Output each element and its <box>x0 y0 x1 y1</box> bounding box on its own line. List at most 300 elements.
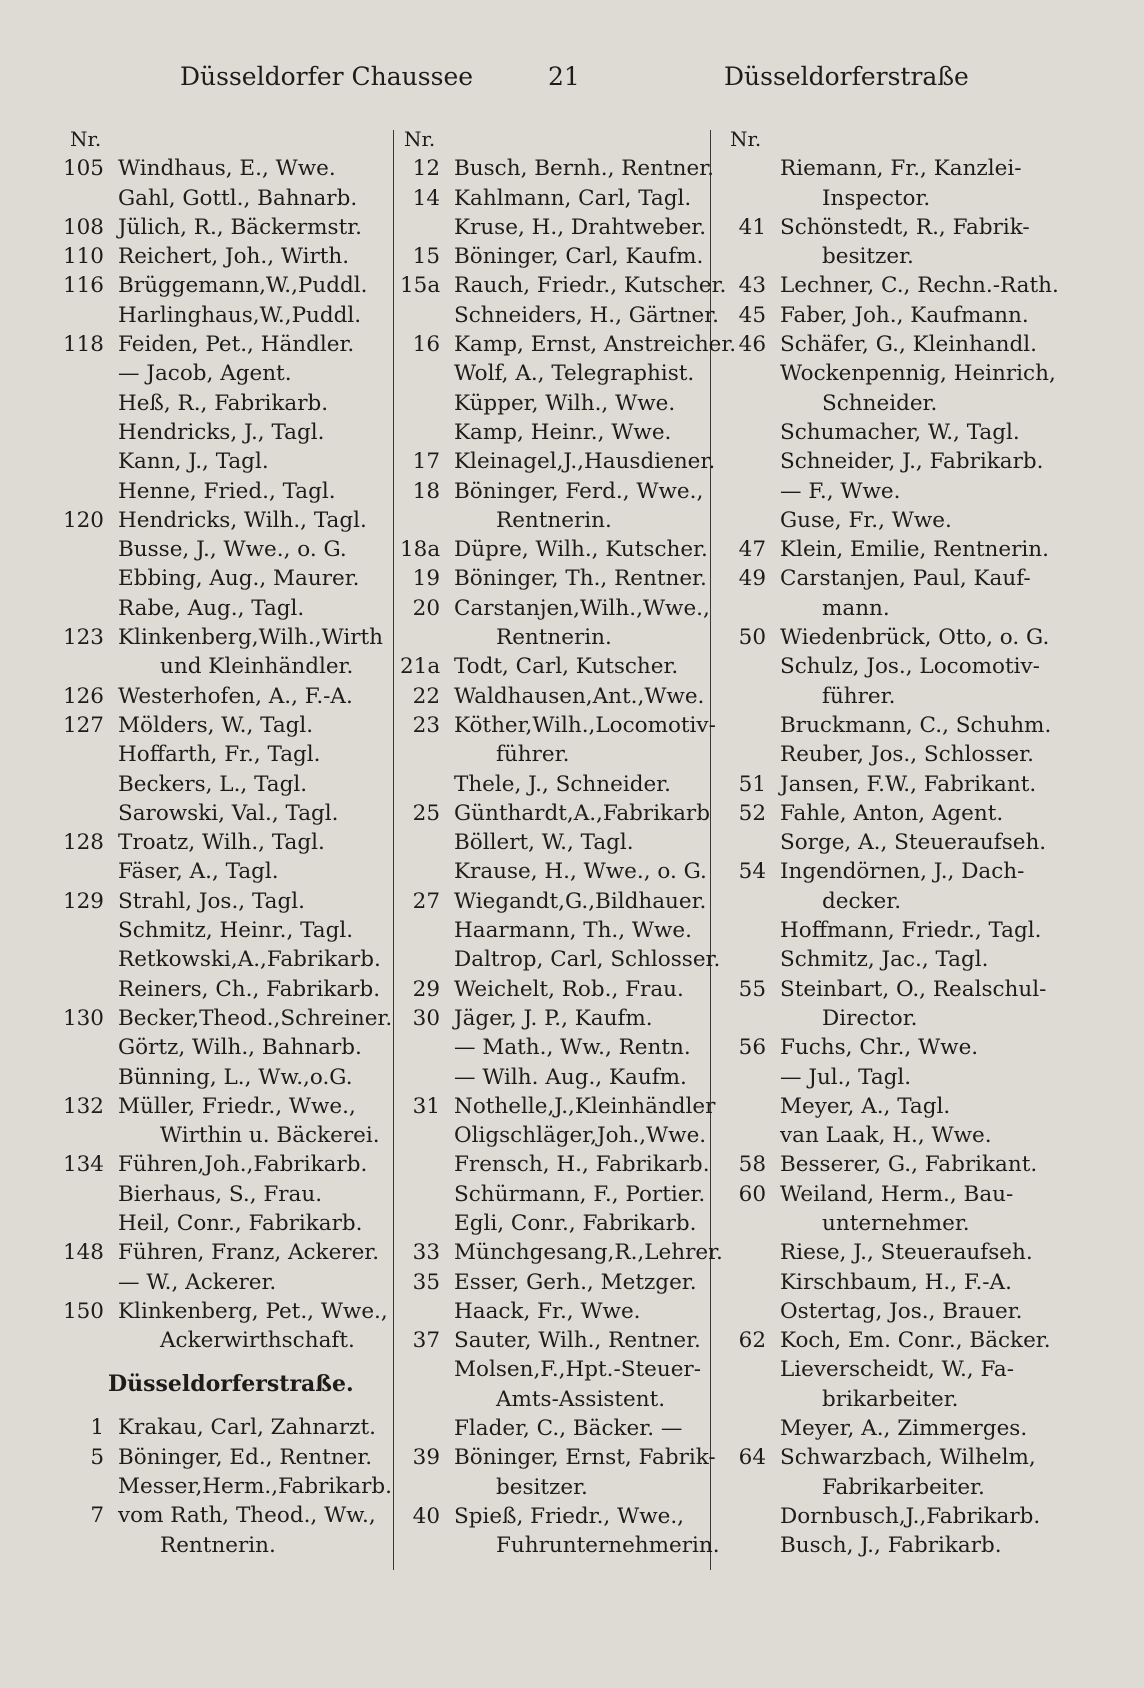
resident-entry: Reiners, Ch., Fabrikarb. <box>118 976 381 1002</box>
list-item <box>400 799 712 828</box>
list-item <box>56 1063 386 1092</box>
list-item <box>726 594 1052 623</box>
resident-entry: Wolf, A., Telegraphist. <box>454 361 695 387</box>
list-item <box>726 652 1052 681</box>
list-item <box>400 887 712 916</box>
list-item <box>56 799 386 828</box>
resident-entry: Jülich, R., Bäckermstr. <box>118 214 362 240</box>
house-number: 15a <box>400 273 441 299</box>
house-number: 1 <box>90 1415 104 1441</box>
house-number: 62 <box>738 1328 766 1354</box>
house-number: 14 <box>412 185 440 211</box>
resident-entry: und Kleinhändler. <box>160 654 354 680</box>
list-item <box>400 301 720 330</box>
list-item <box>726 799 1052 828</box>
list-item <box>56 447 386 476</box>
house-number: 15 <box>412 244 440 270</box>
resident-entry: Sarowski, Val., Tagl. <box>118 800 339 826</box>
resident-entry: Nothelle,J.,Kleinhändler <box>454 1093 716 1119</box>
resident-entry: Amts-Assistent. <box>496 1386 666 1412</box>
resident-entry: Frensch, H., Fabrikarb. <box>454 1152 710 1178</box>
running-head-left: Düsseldorfer Chaussee <box>180 62 474 91</box>
resident-entry: — Math., Ww., Rentn. <box>454 1035 691 1061</box>
list-item <box>56 1004 393 1033</box>
list-item <box>726 506 1052 535</box>
resident-entry: — Jul., Tagl. <box>780 1064 912 1090</box>
list-item <box>400 1414 712 1443</box>
resident-entry: Schmitz, Jac., Tagl. <box>780 947 989 973</box>
nr-label: Nr. <box>404 127 436 151</box>
list-item <box>726 770 1052 799</box>
resident-entry: Kamp, Heinr., Wwe. <box>454 419 672 445</box>
list-item <box>400 1180 712 1209</box>
nr-header <box>726 125 1052 154</box>
resident-entry: Esser, Gerh., Metzger. <box>454 1269 697 1295</box>
resident-entry: Inspector. <box>822 185 931 211</box>
resident-entry: Becker,Theod.,Schreiner. <box>118 1005 393 1031</box>
house-number: 128 <box>62 830 104 856</box>
list-item <box>726 1443 1052 1472</box>
list-item <box>726 1121 1052 1150</box>
list-item <box>726 1473 1052 1502</box>
resident-entry: Kruse, H., Drahtweber. <box>454 214 707 240</box>
column-1 <box>56 125 393 1560</box>
list-item <box>56 154 386 183</box>
list-item <box>56 711 386 740</box>
house-number: 150 <box>62 1298 104 1324</box>
house-number: 127 <box>62 712 104 738</box>
house-number: 18a <box>400 537 441 563</box>
list-item <box>56 1268 386 1297</box>
list-item <box>400 1385 712 1414</box>
resident-entry: Führen, Franz, Ackerer. <box>118 1240 380 1266</box>
resident-entry: Heil, Conr., Fabrikarb. <box>118 1210 363 1236</box>
resident-entry: Daltrop, Carl, Schlosser. <box>454 947 721 973</box>
resident-entry: Carstanjen,Wilh.,Wwe., <box>454 595 710 621</box>
resident-entry: Bruckmann, C., Schuhm. <box>780 712 1052 738</box>
house-number: 43 <box>738 273 766 299</box>
column-1-entries <box>56 154 393 1355</box>
resident-entry: decker. <box>822 888 902 914</box>
list-item <box>400 1502 712 1531</box>
house-number: 55 <box>738 976 766 1002</box>
list-item <box>726 975 1052 1004</box>
list-item <box>400 682 712 711</box>
resident-entry: Kann, J., Tagl. <box>118 449 269 475</box>
resident-entry: Wiedenbrück, Otto, o. G. <box>780 625 1050 651</box>
list-item <box>56 1092 386 1121</box>
list-item <box>400 740 712 769</box>
nr-label: Nr. <box>730 127 762 151</box>
list-item <box>400 418 712 447</box>
list-item <box>400 242 712 271</box>
resident-entry: Windhaus, E., Wwe. <box>118 156 336 182</box>
resident-entry: Harlinghaus,W.,Puddl. <box>118 302 362 328</box>
list-item <box>400 1209 712 1238</box>
house-number: 29 <box>412 976 440 1002</box>
list-item <box>56 1501 386 1530</box>
list-item <box>56 1326 386 1355</box>
list-item <box>726 418 1052 447</box>
resident-entry: Klinkenberg, Pet., Wwe., <box>118 1298 388 1324</box>
resident-entry: Wirthin u. Bäckerei. <box>160 1123 380 1149</box>
resident-entry: Hendricks, Wilh., Tagl. <box>118 507 367 533</box>
list-item <box>726 623 1052 652</box>
resident-entry: Lechner, C., Rechn.-Rath. <box>780 273 1059 299</box>
list-item <box>726 330 1052 359</box>
house-number: 105 <box>62 156 104 182</box>
house-number: 12 <box>412 156 440 182</box>
resident-entry: Oligschläger,Joh.,Wwe. <box>454 1123 707 1149</box>
house-number: 56 <box>738 1035 766 1061</box>
list-item <box>56 887 386 916</box>
resident-entry: Münchgesang,R.,Lehrer. <box>454 1240 723 1266</box>
resident-entry: — F., Wwe. <box>780 478 901 504</box>
list-item <box>400 1238 723 1267</box>
resident-entry: Böllert, W., Tagl. <box>454 830 634 856</box>
resident-entry: Troatz, Wilh., Tagl. <box>118 830 325 856</box>
resident-entry: Günthardt,A.,Fabrikarb <box>454 800 710 826</box>
list-item <box>400 330 737 359</box>
resident-entry: Besserer, G., Fabrikant. <box>780 1152 1038 1178</box>
list-item <box>726 213 1052 242</box>
list-item <box>56 389 386 418</box>
resident-entry: Riemann, Fr., Kanzlei- <box>780 156 1022 182</box>
column-divider <box>393 130 394 1570</box>
column-2-entries <box>400 154 737 1560</box>
list-item <box>56 359 386 388</box>
list-item <box>400 506 712 535</box>
resident-entry: Fahle, Anton, Agent. <box>780 800 1004 826</box>
list-item <box>400 945 721 974</box>
house-number: 50 <box>738 625 766 651</box>
resident-entry: Faber, Joh., Kaufmann. <box>780 302 1029 328</box>
resident-entry: Feiden, Pet., Händler. <box>118 332 355 358</box>
list-item <box>726 1092 1052 1121</box>
resident-entry: führer. <box>822 683 896 709</box>
house-number: 52 <box>738 800 766 826</box>
list-item <box>726 1063 1052 1092</box>
list-item <box>400 711 716 740</box>
resident-entry: Rabe, Aug., Tagl. <box>118 595 305 621</box>
list-item <box>400 652 712 681</box>
resident-entry: Schürmann, F., Portier. <box>454 1181 706 1207</box>
list-item <box>56 535 386 564</box>
list-item <box>56 271 386 300</box>
resident-entry: Hoffmann, Friedr., Tagl. <box>780 918 1042 944</box>
list-item <box>56 770 386 799</box>
list-item <box>400 1531 720 1560</box>
resident-entry: Böninger, Ernst, Fabrik- <box>454 1445 716 1471</box>
resident-entry: Rentnerin. <box>160 1532 276 1558</box>
nr-header <box>56 125 386 154</box>
resident-entry: Weichelt, Rob., Frau. <box>454 976 684 1002</box>
resident-entry: Küpper, Wilh., Wwe. <box>454 390 676 416</box>
resident-entry: Böninger, Carl, Kaufm. <box>454 244 704 270</box>
house-number: 30 <box>412 1005 440 1031</box>
list-item <box>56 242 386 271</box>
resident-entry: Kamp, Ernst, Anstreicher. <box>454 332 737 358</box>
resident-entry: Rentnerin. <box>496 507 612 533</box>
list-item <box>56 1238 386 1267</box>
resident-entry: Gahl, Gottl., Bahnarb. <box>118 185 358 211</box>
resident-entry: van Laak, H., Wwe. <box>780 1123 992 1149</box>
list-item <box>726 242 1052 271</box>
resident-entry: Retkowski,A.,Fabrikarb. <box>118 947 381 973</box>
resident-entry: Fuhrunternehmerin. <box>496 1533 720 1559</box>
nr-header <box>400 125 712 154</box>
list-item <box>400 1063 712 1092</box>
resident-entry: Hendricks, J., Tagl. <box>118 419 325 445</box>
list-item <box>726 1033 1052 1062</box>
resident-entry: Waldhausen,Ant.,Wwe. <box>454 683 705 709</box>
house-number: 49 <box>738 566 766 592</box>
house-number: 118 <box>62 332 104 358</box>
list-item <box>726 184 1052 213</box>
list-item <box>400 594 712 623</box>
list-item <box>56 652 386 681</box>
list-item <box>726 1355 1052 1384</box>
list-item <box>56 1443 386 1472</box>
column-1-after-entries <box>56 1413 392 1559</box>
resident-entry: Molsen,F.,Hpt.-Steuer- <box>454 1357 701 1383</box>
resident-entry: Dornbusch,J.,Fabrikarb. <box>780 1503 1041 1529</box>
house-number: 35 <box>412 1269 440 1295</box>
list-item <box>56 1413 386 1442</box>
resident-entry: Sorge, A., Steueraufseh. <box>780 830 1047 856</box>
column-3-entries <box>726 154 1059 1560</box>
resident-entry: Brüggemann,W.,Puddl. <box>118 273 368 299</box>
list-item <box>726 1326 1052 1355</box>
list-item <box>56 945 386 974</box>
resident-entry: Düpre, Wilh., Kutscher. <box>454 537 708 563</box>
list-item <box>56 1121 386 1150</box>
list-item <box>726 1385 1052 1414</box>
resident-entry: Jäger, J. P., Kaufm. <box>454 1005 653 1031</box>
list-item <box>56 857 386 886</box>
resident-entry: Flader, C., Bäcker. — <box>454 1416 683 1442</box>
resident-entry: Böninger, Ed., Rentner. <box>118 1444 373 1470</box>
list-item <box>400 1297 712 1326</box>
house-number: 41 <box>738 214 766 240</box>
list-item <box>726 1209 1052 1238</box>
house-number: 110 <box>62 244 104 270</box>
list-item <box>56 1180 386 1209</box>
resident-entry: Thele, J., Schneider. <box>454 771 671 797</box>
running-head <box>0 62 1144 98</box>
list-item <box>400 477 712 506</box>
nr-label: Nr. <box>70 127 102 151</box>
resident-entry: Strahl, Jos., Tagl. <box>118 888 305 914</box>
list-item <box>56 1033 386 1062</box>
house-number: 108 <box>62 214 104 240</box>
house-number: 64 <box>738 1445 766 1471</box>
list-item <box>400 184 712 213</box>
resident-entry: besitzer. <box>822 244 914 270</box>
house-number: 51 <box>738 771 766 797</box>
house-number: 134 <box>62 1152 104 1178</box>
resident-entry: Schäfer, G., Kleinhandl. <box>780 332 1037 358</box>
list-item <box>56 916 386 945</box>
resident-entry: Weiland, Herm., Bau- <box>780 1181 1014 1207</box>
resident-entry: Busse, J., Wwe., o. G. <box>118 537 347 563</box>
list-item <box>726 301 1052 330</box>
resident-entry: Görtz, Wilh., Bahnarb. <box>118 1035 362 1061</box>
list-item <box>726 711 1052 740</box>
resident-entry: Reuber, Jos., Schlosser. <box>780 742 1034 768</box>
list-item <box>726 477 1052 506</box>
list-item <box>400 1092 716 1121</box>
list-item <box>56 1209 386 1238</box>
list-item <box>56 975 386 1004</box>
resident-entry: — Jacob, Agent. <box>118 361 292 387</box>
list-item <box>56 682 386 711</box>
list-item <box>56 1531 386 1560</box>
house-number: 45 <box>738 302 766 328</box>
resident-entry: Kahlmann, Carl, Tagl. <box>454 185 692 211</box>
house-number: 17 <box>412 449 440 475</box>
list-item <box>400 1473 712 1502</box>
resident-entry: Hoffarth, Fr., Tagl. <box>118 742 321 768</box>
resident-entry: unternehmer. <box>822 1210 970 1236</box>
column-3 <box>726 125 1059 1561</box>
resident-entry: Rentnerin. <box>496 625 612 651</box>
resident-entry: Koch, Em. Conr., Bäcker. <box>780 1328 1051 1354</box>
list-item <box>56 213 386 242</box>
resident-entry: Müller, Friedr., Wwe., <box>118 1093 356 1119</box>
resident-entry: Mölders, W., Tagl. <box>118 712 314 738</box>
running-head-right: Düsseldorferstraße <box>724 62 969 91</box>
house-number: 16 <box>412 332 440 358</box>
resident-entry: Steinbart, O., Realschul- <box>780 976 1047 1002</box>
resident-entry: Todt, Carl, Kutscher. <box>454 654 679 680</box>
house-number: 132 <box>62 1093 104 1119</box>
list-item <box>726 857 1052 886</box>
resident-entry: Sauter, Wilh., Rentner. <box>454 1328 701 1354</box>
list-item <box>726 916 1052 945</box>
list-item <box>400 1150 712 1179</box>
list-item <box>56 1150 386 1179</box>
list-item <box>400 389 712 418</box>
list-item <box>726 271 1059 300</box>
house-number: 47 <box>738 537 766 563</box>
resident-entry: Rauch, Friedr., Kutscher. <box>454 273 727 299</box>
resident-entry: Bünning, L., Ww.,o.G. <box>118 1064 353 1090</box>
resident-entry: Jansen, F.W., Fabrikant. <box>780 771 1037 797</box>
list-item <box>400 1326 712 1355</box>
list-item <box>56 184 386 213</box>
list-item <box>726 1502 1052 1531</box>
resident-entry: Haarmann, Th., Wwe. <box>454 918 692 944</box>
list-item <box>726 389 1052 418</box>
resident-entry: Heß, R., Fabrikarb. <box>118 390 329 416</box>
list-item <box>56 1472 392 1501</box>
house-number: 123 <box>62 625 104 651</box>
house-number: 37 <box>412 1328 440 1354</box>
list-item <box>726 945 1052 974</box>
house-number: 23 <box>412 712 440 738</box>
resident-entry: Führen,Joh.,Fabrikarb. <box>118 1152 368 1178</box>
house-number: 60 <box>738 1181 766 1207</box>
list-item <box>400 1033 712 1062</box>
house-number: 25 <box>412 800 440 826</box>
house-number: 120 <box>62 507 104 533</box>
resident-entry: Guse, Fr., Wwe. <box>780 507 952 533</box>
resident-entry: Carstanjen, Paul, Kauf- <box>780 566 1031 592</box>
resident-entry: Ackerwirthschaft. <box>160 1328 355 1354</box>
resident-entry: Klein, Emilie, Rentnerin. <box>780 537 1049 563</box>
resident-entry: Schneider, J., Fabrikarb. <box>780 449 1044 475</box>
house-number: 5 <box>90 1444 104 1470</box>
resident-entry: Spieß, Friedr., Wwe., <box>454 1503 684 1529</box>
list-item <box>726 447 1052 476</box>
house-number: 33 <box>412 1240 440 1266</box>
list-item <box>400 564 712 593</box>
resident-entry: Schönstedt, R., Fabrik- <box>780 214 1030 240</box>
house-number: 27 <box>412 888 440 914</box>
resident-entry: Reichert, Joh., Wirth. <box>118 244 350 270</box>
list-item <box>726 1268 1052 1297</box>
list-item <box>56 564 386 593</box>
resident-entry: Fäser, A., Tagl. <box>118 859 279 885</box>
list-item <box>400 535 712 564</box>
house-number: 31 <box>412 1093 440 1119</box>
house-number: 46 <box>738 332 766 358</box>
list-item <box>726 740 1052 769</box>
house-number: 58 <box>738 1152 766 1178</box>
list-item <box>726 682 1052 711</box>
list-item <box>726 154 1052 183</box>
house-number: 20 <box>412 595 440 621</box>
list-item <box>400 271 727 300</box>
resident-entry: Wockenpennig, Heinrich, <box>780 361 1056 387</box>
list-item <box>56 828 386 857</box>
resident-entry: Schneider. <box>822 390 938 416</box>
house-number: 7 <box>90 1503 104 1529</box>
resident-entry: Busch, Bernh., Rentner. <box>454 156 714 182</box>
house-number: 116 <box>62 273 104 299</box>
resident-entry: Schwarzbach, Wilhelm, <box>780 1445 1036 1471</box>
list-item <box>400 1268 712 1297</box>
list-item <box>400 623 712 652</box>
list-item <box>400 975 712 1004</box>
list-item <box>400 1121 712 1150</box>
list-item <box>726 535 1052 564</box>
resident-entry: Köther,Wilh.,Locomotiv- <box>454 712 716 738</box>
resident-entry: Bierhaus, S., Frau. <box>118 1181 323 1207</box>
resident-entry: Fuchs, Chr., Wwe. <box>780 1035 979 1061</box>
house-number: 129 <box>62 888 104 914</box>
column-2 <box>400 125 737 1561</box>
resident-entry: Egli, Conr., Fabrikarb. <box>454 1210 697 1236</box>
list-item <box>726 828 1052 857</box>
list-item <box>400 1355 712 1384</box>
page-number: 21 <box>548 62 580 91</box>
resident-entry: Westerhofen, A., F.-A. <box>118 683 353 709</box>
list-item <box>400 916 712 945</box>
resident-entry: brikarbeiter. <box>822 1386 959 1412</box>
house-number: 126 <box>62 683 104 709</box>
house-number: 18 <box>412 478 440 504</box>
list-item <box>726 359 1056 388</box>
house-number: 22 <box>412 683 440 709</box>
list-item <box>56 623 386 652</box>
house-number: 54 <box>738 859 766 885</box>
section-heading: Düsseldorferstraße. <box>108 1371 354 1398</box>
list-item <box>56 301 386 330</box>
resident-entry: Böninger, Ferd., Wwe., <box>454 478 704 504</box>
resident-entry: Beckers, L., Tagl. <box>118 771 308 797</box>
